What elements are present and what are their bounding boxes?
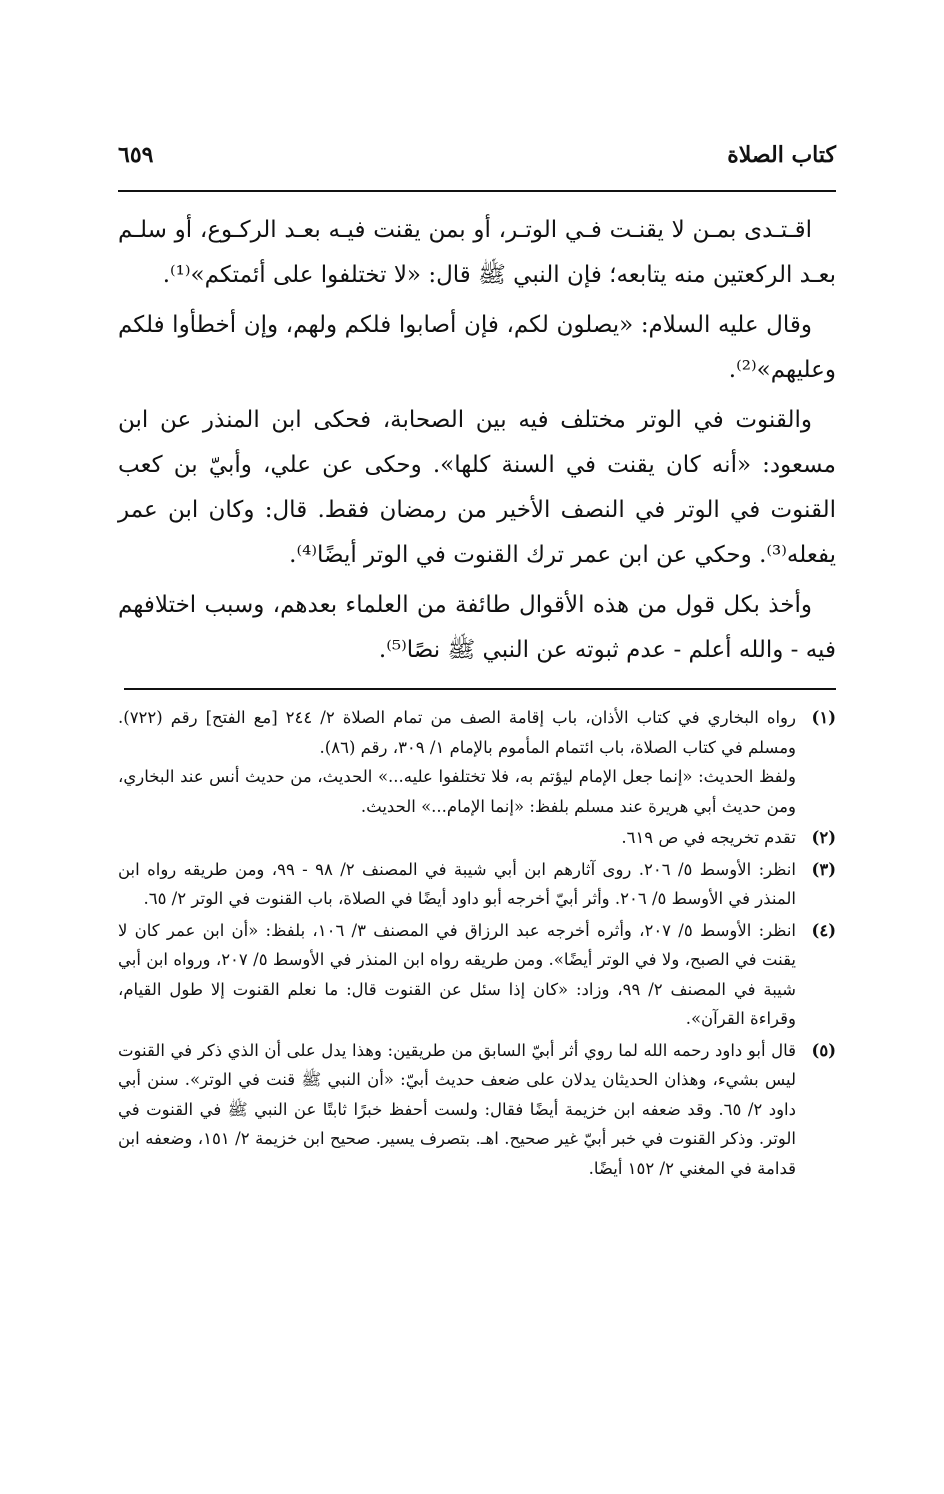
footnote-body	[118, 855, 796, 914]
footnote	[118, 823, 836, 853]
footnote-number: (٥)	[811, 1040, 836, 1060]
paragraph: وأخذ بكل قول من هذه الأقوال طائفة من العلماء بعدهم، وسبب اختلافهم فيه - والله أعلم - عدم ثبوته عن النبي ﷺ نصًا⁽⁵⁾.	[118, 592, 836, 663]
footnote-number: (٢)	[811, 828, 836, 847]
footnote-number: (٤)	[811, 920, 836, 940]
header-rule	[118, 190, 836, 192]
footnote-number: (٣)	[811, 859, 836, 879]
chapter-title: كتاب الصلاة	[727, 142, 836, 168]
footnote-body	[118, 916, 796, 1034]
footnotes	[118, 703, 836, 1185]
paragraph: والقنوت في الوتر مختلف فيه بين الصحابة، فحكى ابن المنذر عن ابن مسعود: «أنه كان يقنت في السنة كلها». وحكى عن علي، وأبيّ بن كعب القنوت في الوتر في النصف الأخير من رمضان فقط. قال: وكان ابن عمر يفعله⁽³⁾. وحكي عن ابن عمر ترك القنوت في الوتر أيضًا⁽⁴⁾.	[118, 407, 836, 568]
footnote-text: انظر: الأوسط ٥/ ٢٠٧، وأثره أخرجه عبد الرزاق في المصنف ٣/ ١٠٦، بلفظ: «أن ابن عمر كان لا يقنت في الصبح، ولا في الوتر أيضًا». ومن طريقه رواه ابن المنذر في الأوسط ٥/ ٢٠٧، ورواه ابن أبي شيبة في المصنف ٢/ ٩٩، وزاد: «كان إذا سئل عن القنوت قال: ما نعلم القنوت إلا طول القيام، وقراءة القرآن».	[118, 920, 797, 1028]
page-number: ٦٥٩	[118, 142, 154, 168]
footnote	[118, 916, 836, 1034]
main-text	[118, 208, 836, 678]
footnote-body	[118, 823, 796, 853]
footnote-text: ولفظ الحديث: «إنما جعل الإمام ليؤتم به، فلا تختلفوا عليه...» الحديث، من حديث أنس عند البخاري، ومن حديث أبي هريرة عند مسلم بلفظ: «إنما الإمام...» الحديث.	[118, 767, 796, 816]
footnote	[118, 1036, 836, 1184]
paragraph: اقـتـدى بمـن لا يقنـت فـي الوتـر، أو بمن يقنت فيـه بعـد الركـوع، أو سلـم بعـد الركعتين منه يتابعه؛ فإن النبي ﷺ قال: «لا تختلفوا على أئمتكم»⁽¹⁾.	[118, 217, 836, 288]
footnote-text: تقدم تخريجه في ص ٦١٩.	[621, 828, 796, 847]
footnote	[118, 703, 836, 821]
footnote-body	[118, 1036, 796, 1184]
running-header	[118, 142, 836, 182]
footnote-separator	[124, 688, 836, 690]
footnote-text: قال أبو داود رحمه الله لما روي أثر أبيّ السابق من طريقين: وهذا يدل على أن الذي ذكر في القنوت ليس بشيء، وهذان الحديثان يدلان على ضعف حديث أبيّ: «أن النبي ﷺ قنت في الوتر». سنن أبي داود ٢/ ٦٥. وقد ضعفه ابن خزيمة أيضًا فقال: ولست أحفظ خبرًا ثابتًا عن النبي ﷺ في القنوت في الوتر. وذكر القنوت في خبر أبيّ غير صحيح. اهـ. بتصرف يسير. صحيح ابن خزيمة ٢/ ١٥١، وضعفه ابن قدامة في المغني ٢/ ١٥٢ أيضًا.	[118, 1040, 796, 1178]
footnote-text: انظر: الأوسط ٥/ ٢٠٦. روى آثارهم ابن أبي شيبة في المصنف ٢/ ٩٨ - ٩٩، ومن طريقه رواه ابن المنذر في الأوسط ٥/ ٢٠٦. وأثر أبيّ أخرجه أبو داود أيضًا في الصلاة، باب القنوت في الوتر ٢/ ٦٥.	[118, 859, 796, 908]
footnote	[118, 855, 836, 914]
footnote-body	[118, 703, 796, 821]
footnote-text: رواه البخاري في كتاب الأذان، باب إقامة الصف من تمام الصلاة ٢/ ٢٤٤ [مع الفتح] رقم (٧٢٢). ومسلم في كتاب الصلاة، باب ائتمام المأموم بالإمام ١/ ٣٠٩، رقم (٨٦).	[118, 708, 796, 757]
footnote-number: (١)	[811, 708, 836, 727]
paragraph: وقال عليه السلام: «يصلون لكم، فإن أصابوا فلكم ولهم، وإن أخطأوا فلكم وعليهم»⁽²⁾.	[118, 312, 836, 383]
